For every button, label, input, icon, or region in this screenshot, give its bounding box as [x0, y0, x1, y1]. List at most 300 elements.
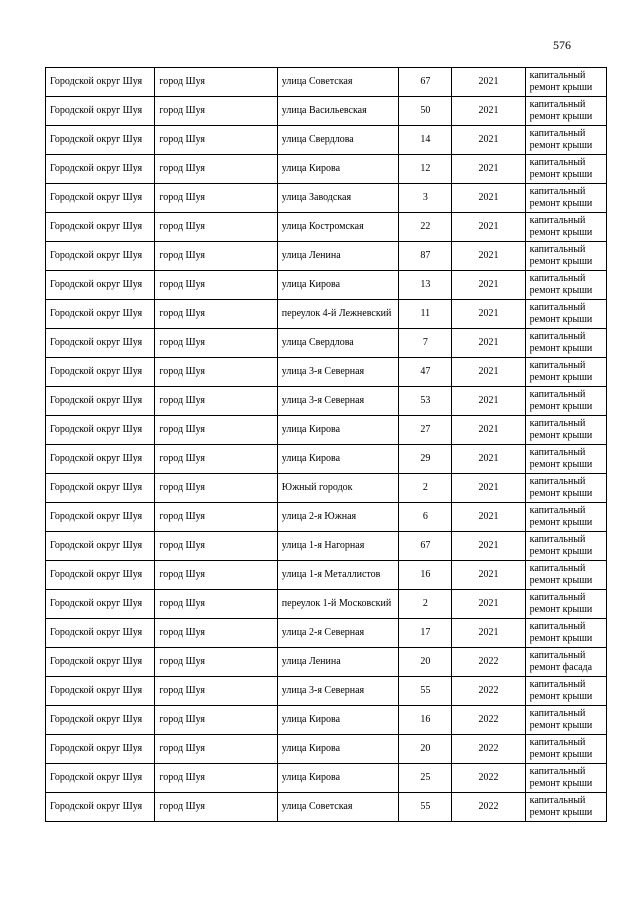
cell-city — [155, 793, 277, 822]
cell-district — [46, 590, 155, 619]
cell-year — [452, 561, 525, 590]
cell-house-number — [399, 97, 452, 126]
cell-street-text: улица Кирова — [281, 453, 341, 464]
cell-city — [155, 648, 277, 677]
cell-district — [46, 242, 155, 271]
cell-year — [452, 590, 525, 619]
cell-year-text: 2021 — [478, 192, 499, 203]
cell-house-number-text: 27 — [420, 424, 431, 435]
cell-district — [46, 793, 155, 822]
cell-street — [277, 97, 398, 126]
cell-house-number-text: 47 — [420, 366, 431, 377]
cell-year-text: 2021 — [478, 598, 499, 609]
cell-year — [452, 68, 525, 97]
table-row — [46, 445, 607, 474]
cell-city-text: город Шуя — [159, 163, 205, 174]
cell-work-type-text: капитальный ремонт крыши — [529, 621, 593, 644]
table-row — [46, 474, 607, 503]
cell-district — [46, 735, 155, 764]
cell-year-text: 2021 — [478, 424, 499, 435]
cell-street-text: улица 3-я Северная — [281, 366, 365, 377]
cell-city — [155, 300, 277, 329]
table-row — [46, 184, 607, 213]
cell-district — [46, 271, 155, 300]
cell-district-text: Городской округ Шуя — [50, 76, 143, 87]
cell-house-number — [399, 590, 452, 619]
cell-house-number-text: 25 — [420, 772, 431, 783]
cell-city-text: город Шуя — [159, 714, 205, 725]
cell-district-text: Городской округ Шуя — [50, 482, 143, 493]
cell-city — [155, 619, 277, 648]
cell-street — [277, 590, 398, 619]
cell-district — [46, 445, 155, 474]
cell-work-type — [525, 677, 606, 706]
cell-work-type-text: капитальный ремонт крыши — [529, 447, 593, 470]
cell-work-type-text: капитальный ремонт крыши — [529, 215, 593, 238]
cell-house-number-text: 7 — [422, 337, 428, 348]
cell-city — [155, 561, 277, 590]
cell-city-text: город Шуя — [159, 627, 205, 638]
cell-house-number — [399, 532, 452, 561]
cell-city-text: город Шуя — [159, 772, 205, 783]
cell-city — [155, 416, 277, 445]
cell-district — [46, 677, 155, 706]
cell-work-type — [525, 126, 606, 155]
cell-house-number-text: 2 — [422, 598, 428, 609]
cell-city — [155, 532, 277, 561]
cell-work-type — [525, 619, 606, 648]
cell-city-text: город Шуя — [159, 337, 205, 348]
cell-district — [46, 648, 155, 677]
cell-house-number-text: 13 — [420, 279, 431, 290]
cell-district — [46, 68, 155, 97]
cell-house-number-text: 20 — [420, 743, 431, 754]
cell-year — [452, 445, 525, 474]
cell-year-text: 2021 — [478, 163, 499, 174]
cell-house-number — [399, 300, 452, 329]
cell-city — [155, 97, 277, 126]
cell-city — [155, 445, 277, 474]
cell-house-number — [399, 706, 452, 735]
table-row — [46, 300, 607, 329]
cell-city-text: город Шуя — [159, 279, 205, 290]
cell-year-text: 2021 — [478, 482, 499, 493]
cell-district-text: Городской округ Шуя — [50, 656, 143, 667]
cell-work-type-text: капитальный ремонт крыши — [529, 331, 593, 354]
cell-city-text: город Шуя — [159, 105, 205, 116]
cell-year-text: 2021 — [478, 134, 499, 145]
cell-house-number-text: 67 — [420, 540, 431, 551]
cell-street-text: улица 2-я Северная — [281, 627, 365, 638]
table-row — [46, 97, 607, 126]
cell-street — [277, 532, 398, 561]
cell-work-type-text: капитальный ремонт крыши — [529, 766, 593, 789]
cell-house-number — [399, 126, 452, 155]
cell-city-text: город Шуя — [159, 250, 205, 261]
cell-city — [155, 271, 277, 300]
cell-district — [46, 561, 155, 590]
cell-year — [452, 184, 525, 213]
cell-year-text: 2021 — [478, 511, 499, 522]
cell-house-number-text: 2 — [422, 482, 428, 493]
cell-year — [452, 793, 525, 822]
table-row — [46, 416, 607, 445]
cell-district-text: Городской округ Шуя — [50, 395, 143, 406]
cell-city — [155, 213, 277, 242]
cell-house-number-text: 55 — [420, 801, 431, 812]
cell-year — [452, 648, 525, 677]
cell-street — [277, 242, 398, 271]
cell-street-text: улица Ленина — [281, 656, 341, 667]
cell-district — [46, 764, 155, 793]
table-row — [46, 793, 607, 822]
cell-street-text: улица 1-я Металлистов — [281, 569, 381, 580]
cell-city — [155, 735, 277, 764]
cell-city-text: город Шуя — [159, 598, 205, 609]
cell-year — [452, 300, 525, 329]
cell-street — [277, 445, 398, 474]
cell-district-text: Городской округ Шуя — [50, 540, 143, 551]
cell-work-type — [525, 300, 606, 329]
cell-house-number — [399, 793, 452, 822]
cell-city-text: город Шуя — [159, 685, 205, 696]
table-row — [46, 532, 607, 561]
cell-house-number — [399, 155, 452, 184]
cell-street — [277, 648, 398, 677]
cell-work-type-text: капитальный ремонт крыши — [529, 505, 593, 528]
cell-house-number — [399, 387, 452, 416]
cell-work-type — [525, 68, 606, 97]
table-row — [46, 764, 607, 793]
cell-year-text: 2021 — [478, 105, 499, 116]
cell-street-text: улица Кирова — [281, 772, 341, 783]
table-row — [46, 677, 607, 706]
cell-street — [277, 677, 398, 706]
cell-year — [452, 358, 525, 387]
cell-house-number — [399, 242, 452, 271]
cell-house-number-text: 16 — [420, 569, 431, 580]
cell-city-text: город Шуя — [159, 656, 205, 667]
cell-district-text: Городской округ Шуя — [50, 714, 143, 725]
cell-city — [155, 68, 277, 97]
cell-work-type — [525, 213, 606, 242]
cell-city-text: город Шуя — [159, 308, 205, 319]
cell-city — [155, 126, 277, 155]
cell-house-number — [399, 184, 452, 213]
repair-program-table — [45, 67, 607, 822]
cell-city-text: город Шуя — [159, 540, 205, 551]
table-row — [46, 271, 607, 300]
cell-district-text: Городской округ Шуя — [50, 743, 143, 754]
cell-work-type-text: капитальный ремонт крыши — [529, 157, 593, 180]
cell-district-text: Городской округ Шуя — [50, 337, 143, 348]
cell-year — [452, 619, 525, 648]
cell-work-type — [525, 387, 606, 416]
cell-year-text: 2021 — [478, 308, 499, 319]
cell-street — [277, 416, 398, 445]
cell-year-text: 2021 — [478, 627, 499, 638]
cell-district — [46, 126, 155, 155]
table-row — [46, 358, 607, 387]
cell-year — [452, 677, 525, 706]
cell-street — [277, 358, 398, 387]
cell-year — [452, 764, 525, 793]
cell-house-number-text: 20 — [420, 656, 431, 667]
cell-city — [155, 184, 277, 213]
cell-district — [46, 213, 155, 242]
cell-city-text: город Шуя — [159, 366, 205, 377]
cell-street-text: улица Васильевская — [281, 105, 367, 116]
cell-house-number — [399, 445, 452, 474]
table-row — [46, 155, 607, 184]
cell-district-text: Городской округ Шуя — [50, 511, 143, 522]
cell-city-text: город Шуя — [159, 801, 205, 812]
cell-district — [46, 300, 155, 329]
cell-street-text: улица Костромская — [281, 221, 364, 232]
cell-district-text: Городской округ Шуя — [50, 308, 143, 319]
cell-house-number — [399, 648, 452, 677]
cell-street-text: улица Советская — [281, 76, 353, 87]
cell-district — [46, 387, 155, 416]
cell-year — [452, 735, 525, 764]
table-row — [46, 126, 607, 155]
cell-district — [46, 416, 155, 445]
cell-city — [155, 677, 277, 706]
cell-district-text: Городской округ Шуя — [50, 772, 143, 783]
cell-work-type-text: капитальный ремонт крыши — [529, 679, 593, 702]
cell-house-number — [399, 474, 452, 503]
cell-work-type-text: капитальный ремонт крыши — [529, 476, 593, 499]
cell-year — [452, 126, 525, 155]
cell-street-text: переулок 1-й Московский — [281, 598, 392, 609]
cell-work-type-text: капитальный ремонт крыши — [529, 244, 593, 267]
cell-work-type-text: капитальный ремонт крыши — [529, 389, 593, 412]
cell-year-text: 2021 — [478, 453, 499, 464]
cell-street-text: Южный городок — [281, 482, 353, 493]
table-row — [46, 619, 607, 648]
cell-work-type — [525, 416, 606, 445]
cell-street — [277, 155, 398, 184]
cell-work-type — [525, 648, 606, 677]
cell-street-text: улица Ленина — [281, 250, 341, 261]
cell-work-type — [525, 561, 606, 590]
cell-house-number-text: 14 — [420, 134, 431, 145]
cell-district-text: Городской округ Шуя — [50, 105, 143, 116]
cell-district — [46, 358, 155, 387]
table-row — [46, 735, 607, 764]
cell-district — [46, 155, 155, 184]
cell-year-text: 2022 — [478, 685, 499, 696]
cell-street-text: улица Заводская — [281, 192, 352, 203]
cell-house-number — [399, 503, 452, 532]
cell-district — [46, 97, 155, 126]
cell-house-number-text: 17 — [420, 627, 431, 638]
cell-street — [277, 184, 398, 213]
cell-year — [452, 532, 525, 561]
cell-city-text: город Шуя — [159, 76, 205, 87]
cell-year-text: 2021 — [478, 395, 499, 406]
cell-street — [277, 68, 398, 97]
cell-house-number-text: 55 — [420, 685, 431, 696]
cell-district — [46, 184, 155, 213]
cell-city — [155, 387, 277, 416]
table-row — [46, 329, 607, 358]
cell-year — [452, 242, 525, 271]
cell-district-text: Городской округ Шуя — [50, 221, 143, 232]
cell-house-number — [399, 68, 452, 97]
cell-city-text: город Шуя — [159, 453, 205, 464]
cell-city-text: город Шуя — [159, 192, 205, 203]
cell-work-type — [525, 184, 606, 213]
cell-district-text: Городской округ Шуя — [50, 134, 143, 145]
cell-house-number-text: 12 — [420, 163, 431, 174]
table-row — [46, 648, 607, 677]
cell-year-text: 2021 — [478, 569, 499, 580]
cell-work-type — [525, 474, 606, 503]
cell-house-number-text: 22 — [420, 221, 431, 232]
cell-work-type — [525, 329, 606, 358]
cell-city-text: город Шуя — [159, 569, 205, 580]
cell-work-type-text: капитальный ремонт крыши — [529, 534, 593, 557]
table-row — [46, 561, 607, 590]
cell-work-type — [525, 793, 606, 822]
cell-work-type-text: капитальный ремонт фасада — [529, 650, 593, 673]
cell-street — [277, 706, 398, 735]
cell-house-number — [399, 677, 452, 706]
cell-work-type-text: капитальный ремонт крыши — [529, 708, 593, 731]
cell-street-text: улица 3-я Северная — [281, 685, 365, 696]
cell-work-type-text: капитальный ремонт крыши — [529, 273, 593, 296]
cell-district-text: Городской округ Шуя — [50, 163, 143, 174]
cell-year-text: 2021 — [478, 540, 499, 551]
cell-street — [277, 503, 398, 532]
cell-work-type-text: капитальный ремонт крыши — [529, 737, 593, 760]
cell-street — [277, 561, 398, 590]
cell-work-type-text: капитальный ремонт крыши — [529, 302, 593, 325]
cell-district-text: Городской округ Шуя — [50, 279, 143, 290]
cell-year — [452, 416, 525, 445]
cell-year — [452, 213, 525, 242]
cell-year-text: 2021 — [478, 366, 499, 377]
cell-city-text: город Шуя — [159, 511, 205, 522]
cell-year-text: 2022 — [478, 801, 499, 812]
cell-city — [155, 503, 277, 532]
cell-house-number — [399, 416, 452, 445]
cell-year — [452, 503, 525, 532]
cell-house-number — [399, 735, 452, 764]
cell-city — [155, 155, 277, 184]
cell-street-text: улица Кирова — [281, 714, 341, 725]
cell-street-text: улица Свердлова — [281, 134, 354, 145]
cell-work-type — [525, 271, 606, 300]
cell-work-type — [525, 97, 606, 126]
cell-street — [277, 735, 398, 764]
cell-street-text: улица Советская — [281, 801, 353, 812]
cell-year-text: 2022 — [478, 743, 499, 754]
cell-work-type — [525, 735, 606, 764]
cell-house-number — [399, 619, 452, 648]
cell-house-number-text: 50 — [420, 105, 431, 116]
cell-district-text: Городской округ Шуя — [50, 598, 143, 609]
cell-city — [155, 590, 277, 619]
cell-district — [46, 532, 155, 561]
table-row — [46, 503, 607, 532]
table-row — [46, 68, 607, 97]
cell-city-text: город Шуя — [159, 743, 205, 754]
cell-district-text: Городской округ Шуя — [50, 453, 143, 464]
table-row — [46, 590, 607, 619]
cell-city-text: город Шуя — [159, 424, 205, 435]
cell-street — [277, 474, 398, 503]
cell-year-text: 2022 — [478, 714, 499, 725]
cell-work-type — [525, 242, 606, 271]
cell-house-number-text: 87 — [420, 250, 431, 261]
cell-street-text: улица Кирова — [281, 163, 341, 174]
cell-street-text: улица Кирова — [281, 424, 341, 435]
cell-street — [277, 126, 398, 155]
cell-house-number-text: 67 — [420, 76, 431, 87]
cell-year-text: 2021 — [478, 279, 499, 290]
cell-district — [46, 706, 155, 735]
cell-city — [155, 358, 277, 387]
cell-work-type-text: капитальный ремонт крыши — [529, 360, 593, 383]
cell-street — [277, 387, 398, 416]
cell-district-text: Городской округ Шуя — [50, 192, 143, 203]
cell-year-text: 2022 — [478, 656, 499, 667]
cell-street-text: улица Кирова — [281, 279, 341, 290]
cell-year — [452, 271, 525, 300]
cell-year — [452, 706, 525, 735]
cell-work-type — [525, 706, 606, 735]
cell-city-text: город Шуя — [159, 221, 205, 232]
cell-year — [452, 97, 525, 126]
cell-street-text: улица 2-я Южная — [281, 511, 357, 522]
cell-street — [277, 213, 398, 242]
page-number: 576 — [553, 38, 571, 52]
cell-year-text: 2022 — [478, 772, 499, 783]
cell-street — [277, 271, 398, 300]
table-row — [46, 242, 607, 271]
cell-district — [46, 329, 155, 358]
cell-year — [452, 329, 525, 358]
cell-street-text: улица Свердлова — [281, 337, 354, 348]
cell-house-number-text: 6 — [422, 511, 428, 522]
cell-district — [46, 503, 155, 532]
cell-district-text: Городской округ Шуя — [50, 250, 143, 261]
cell-city — [155, 329, 277, 358]
table-row — [46, 387, 607, 416]
cell-street — [277, 793, 398, 822]
table-row — [46, 706, 607, 735]
cell-district — [46, 619, 155, 648]
cell-work-type-text: капитальный ремонт крыши — [529, 99, 593, 122]
cell-work-type-text: капитальный ремонт крыши — [529, 563, 593, 586]
cell-work-type — [525, 445, 606, 474]
cell-year-text: 2021 — [478, 76, 499, 87]
cell-street — [277, 329, 398, 358]
cell-work-type — [525, 155, 606, 184]
cell-work-type-text: капитальный ремонт крыши — [529, 795, 593, 818]
cell-street — [277, 300, 398, 329]
cell-work-type-text: капитальный ремонт крыши — [529, 128, 593, 151]
cell-street — [277, 764, 398, 793]
cell-work-type — [525, 590, 606, 619]
cell-street-text: улица 1-я Нагорная — [281, 540, 365, 551]
cell-city-text: город Шуя — [159, 134, 205, 145]
cell-city — [155, 474, 277, 503]
cell-work-type — [525, 358, 606, 387]
cell-work-type-text: капитальный ремонт крыши — [529, 418, 593, 441]
